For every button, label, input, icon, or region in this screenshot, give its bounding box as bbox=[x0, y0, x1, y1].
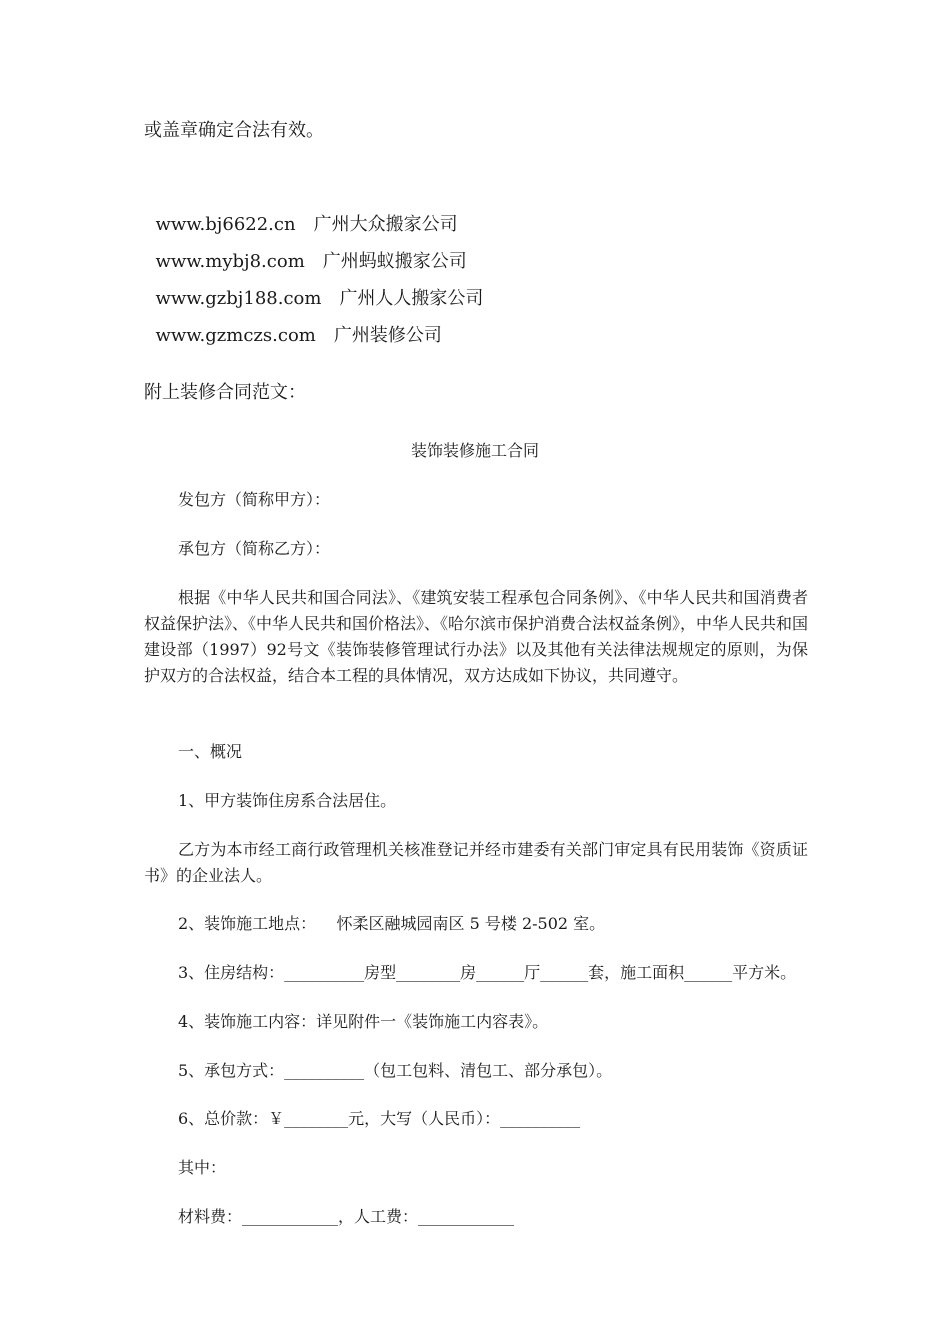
site-name: 广州蚂蚁搬家公司 bbox=[322, 251, 467, 272]
item-1: 1、甲方装饰住房系合法居住。 bbox=[178, 791, 397, 810]
appendix-heading: 附上装修合同范文： bbox=[144, 382, 306, 403]
site-line-1 bbox=[144, 198, 458, 234]
site-line-3 bbox=[144, 272, 483, 308]
site-name: 广州大众搬家公司 bbox=[313, 214, 458, 235]
site-url[interactable]: www.gzmczs.com bbox=[155, 325, 316, 346]
site-url[interactable]: www.bj6622.cn bbox=[155, 214, 296, 235]
section-1-heading: 一、概况 bbox=[178, 742, 243, 761]
item-1-detail-paragraph: 乙方为本市经工商行政管理机关核准登记并经市建委有关部门审定具有民用装饰《资质证书》的企业法人。 bbox=[144, 840, 808, 885]
among-label: 其中： bbox=[178, 1158, 227, 1177]
item-2: 2、装饰施工地点： 怀柔区融城园南区 5 号楼 2-502 室。 bbox=[178, 914, 606, 933]
item-5: 5、承包方式：__________（包工包料、清包工、部分承包）。 bbox=[178, 1061, 613, 1080]
item-6: 6、总价款：￥________元，大写（人民币）：__________ bbox=[178, 1109, 581, 1128]
site-line-2 bbox=[144, 235, 467, 271]
site-line-4 bbox=[144, 309, 442, 345]
party-a-line: 发包方（简称甲方）： bbox=[178, 490, 331, 509]
site-name: 广州装修公司 bbox=[333, 325, 442, 346]
party-b-line: 承包方（简称乙方）： bbox=[178, 539, 331, 558]
item-4: 4、装饰施工内容：详见附件一《装饰施工内容表》。 bbox=[178, 1012, 549, 1031]
item-3: 3、住房结构：__________房型________房______厅______套，施工面积______平方米。 bbox=[178, 963, 797, 982]
site-url[interactable]: www.gzbj188.com bbox=[155, 288, 322, 309]
preamble-paragraph: 根据《中华人民共和国合同法》、《建筑安装工程承包合同条例》、《中华人民共和国消费者权益保护法》、《中华人民共和国价格法》、《哈尔滨市保护消费合法权益条例》，中华人民共和国建设部（1997）92号文《装饰装修管理试行办法》以及其他有关法律法规规定的原则，为保护双方的合法权益，结合本工程的具体情况，双方达成如下协议，共同遵守。 bbox=[144, 588, 809, 685]
site-url[interactable]: www.mybj8.com bbox=[155, 251, 305, 272]
fees-line: 材料费：____________，人工费：____________ bbox=[178, 1207, 515, 1226]
contract-title: 装饰装修施工合同 bbox=[410, 441, 539, 460]
intro-tail-text: 或盖章确定合法有效。 bbox=[144, 120, 324, 141]
site-name: 广州人人搬家公司 bbox=[339, 288, 484, 309]
